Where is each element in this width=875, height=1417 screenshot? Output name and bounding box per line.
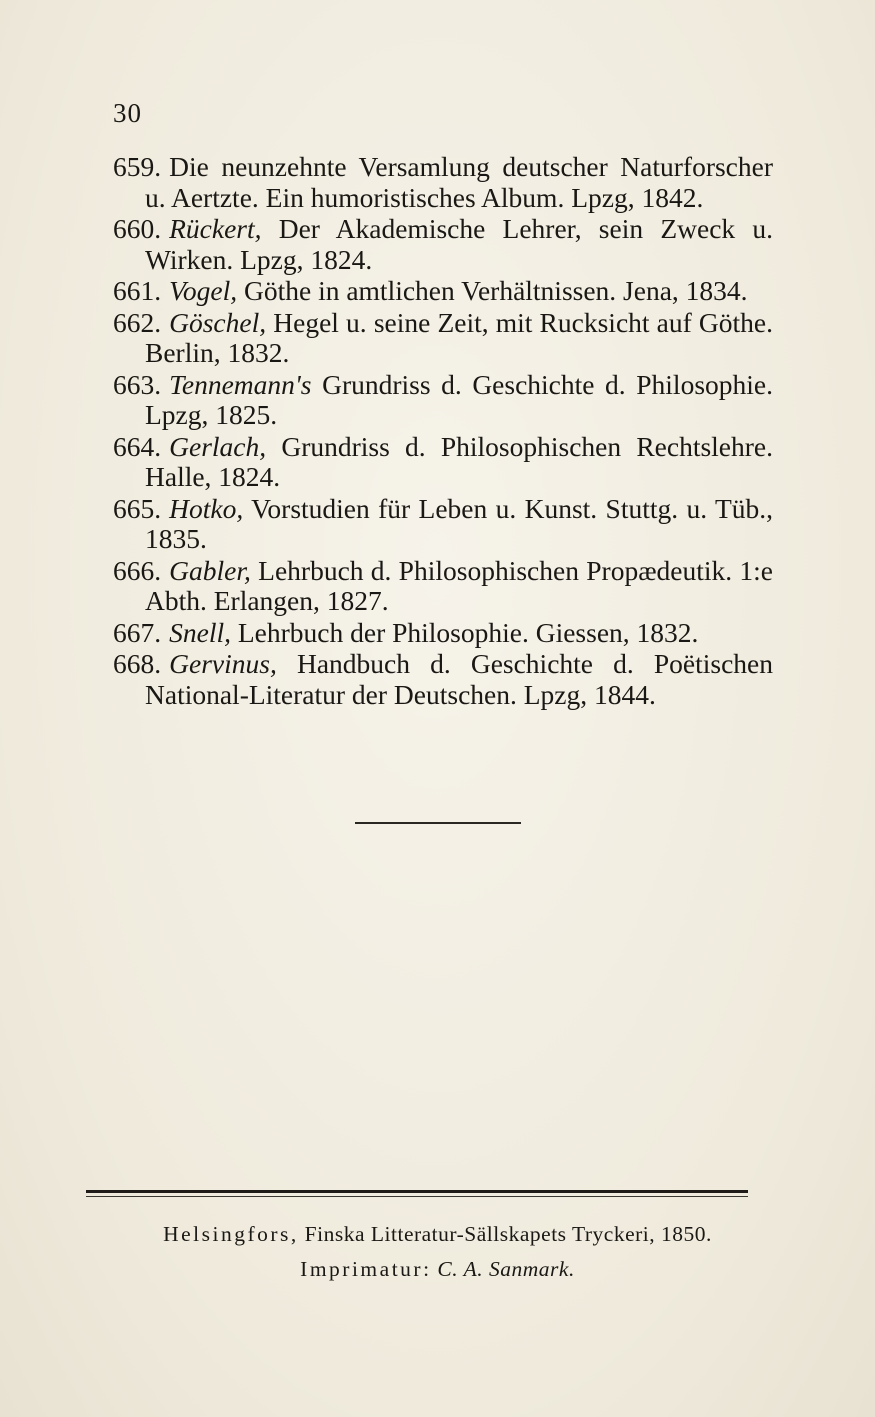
catalog-entry <box>113 432 773 493</box>
imprint-printer: Finska Litteratur-Sällskapets Tryckeri, 1850. <box>304 1222 712 1246</box>
imprint-rule-thick <box>86 1190 748 1193</box>
catalog-entry <box>113 370 773 431</box>
entry-title: Lehrbuch der Philosophie. Giessen, 1832. <box>237 616 699 648</box>
imprint-rule-thin <box>86 1196 748 1197</box>
entry-title: Grundriss d. Philosophischen Rechtslehre. Halle, 1824. <box>145 430 773 492</box>
entry-author: Hotko, <box>169 492 244 524</box>
entry-title: Hegel u. seine Zeit, mit Rucksicht auf Göthe. Berlin, 1832. <box>145 306 773 368</box>
entry-author: Gabler, <box>169 554 251 586</box>
imprimatur-line <box>0 1257 875 1282</box>
catalog-entry <box>113 308 773 369</box>
entry-number: 661. <box>113 275 162 306</box>
entry-title: Göthe in amtlichen Verhältnissen. Jena, 1834. <box>243 275 748 306</box>
imprimatur-censor: C. A. Sanmark. <box>437 1257 575 1281</box>
catalog-entries <box>113 152 773 711</box>
entry-number: 659. <box>113 151 162 182</box>
printer-line <box>0 1222 875 1247</box>
entry-title: Die neunzehnte Versamlung deutscher Naturforscher u. Aertzte. Ein humoristisches Album. Lpzg, 1842. <box>145 151 773 213</box>
entry-title: Grundriss d. Geschichte d. Philosophie. Lpzg, 1825. <box>145 368 773 430</box>
entry-author: Gervinus, <box>169 648 277 679</box>
catalog-entry <box>113 649 773 710</box>
entry-author: Gerlach, <box>169 430 267 462</box>
entry-title: Handbuch d. Geschichte d. Poëtischen National-Literatur der Deutschen. Lpzg, 1844. <box>145 648 773 710</box>
entry-title: Der Akademische Lehrer, sein Zweck u. Wirken. Lpzg, 1824. <box>145 213 773 275</box>
entry-number: 660. <box>113 213 162 244</box>
entry-number: 662. <box>113 306 162 338</box>
entry-author: Rückert, <box>169 213 262 244</box>
entry-title: Vorstudien für Leben u. Kunst. Stuttg. u. Tüb., 1835. <box>145 492 774 554</box>
catalog-entry <box>113 556 773 617</box>
imprimatur-label: Imprimatur: <box>300 1257 432 1281</box>
catalog-entry <box>113 276 773 307</box>
entry-number: 664. <box>113 430 162 462</box>
entry-number: 668. <box>113 648 162 679</box>
entry-number: 666. <box>113 554 162 586</box>
catalog-entry <box>113 214 773 275</box>
entry-number: 663. <box>113 368 162 400</box>
entry-author: Vogel, <box>169 275 238 306</box>
catalog-entry <box>113 494 773 555</box>
section-divider <box>355 822 521 824</box>
entry-number: 667. <box>113 616 162 648</box>
entry-title: Lehrbuch d. Philosophischen Propædeutik. 1:e Abth. Erlangen, 1827. <box>145 554 774 616</box>
entry-author: Göschel, <box>169 306 267 338</box>
entry-number: 665. <box>113 492 162 524</box>
page-number: 30 <box>113 98 142 128</box>
entry-author: Snell, <box>169 616 231 648</box>
catalog-entry <box>113 618 773 649</box>
entry-author: Tennemann's <box>169 368 312 400</box>
imprint-city: Helsingfors, <box>163 1222 299 1246</box>
catalog-entry <box>113 152 773 213</box>
